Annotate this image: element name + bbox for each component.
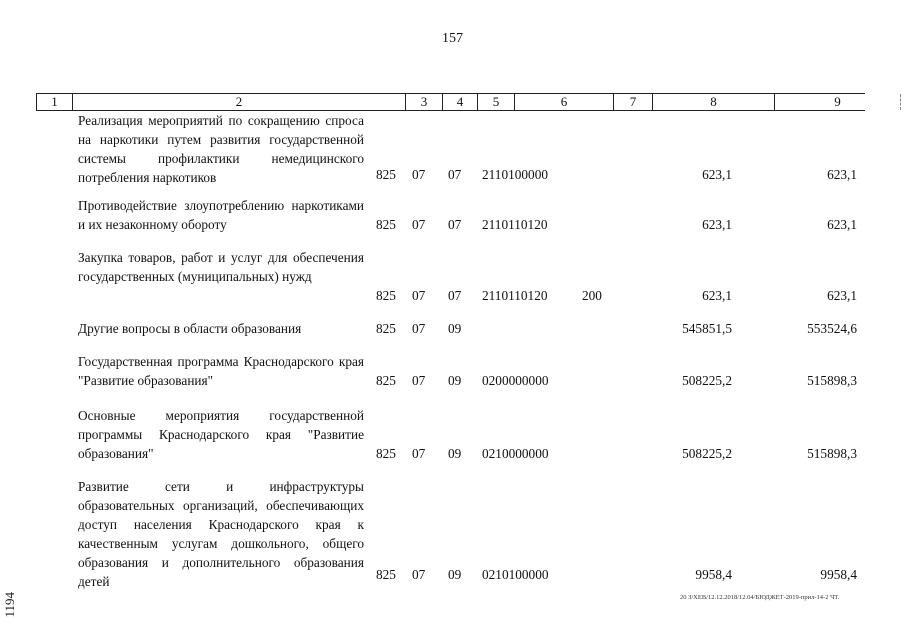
cell-amount-2020: 623,1 (702, 167, 732, 182)
cell-rz: 07 (412, 373, 426, 388)
row-description: Противодействие злоупотреблению наркотиками и их незаконному обороту (78, 198, 364, 232)
header-col-8: 8 (653, 94, 775, 110)
cell-rz: 07 (412, 446, 426, 461)
table-row (0, 406, 905, 463)
cell-rz: 07 (412, 167, 426, 182)
cell-amount-2021: 623,1 (827, 217, 857, 232)
document-code: 20 З/ХЕВ/12.12.2018/12.04/БЮДЖЕТ-2019-прил-14-2 ЧТ. (680, 594, 840, 601)
cell-amount-2020: 623,1 (702, 217, 732, 232)
page-number: 157 (442, 31, 463, 46)
cell-csr: 2110100000 (482, 167, 548, 182)
cell-amount-2021: 515898,3 (807, 446, 857, 461)
header-col-5: 5 (478, 94, 515, 110)
table-row (0, 352, 905, 390)
cell-csr: 2110110120 (482, 288, 548, 303)
row-description: Основные мероприятия государственной программы Краснодарского края "Развитие образования" (78, 408, 364, 461)
cell-ved: 825 (376, 567, 396, 582)
row-description: Реализация мероприятий по сокращению спроса на наркотики путем развития государственной системы профилактики немедицинского потребления наркотиков (78, 113, 364, 185)
cell-amount-2020: 623,1 (702, 288, 732, 303)
side-page-number: 1194 (2, 592, 17, 618)
cell-pr: 07 (448, 288, 462, 303)
cell-pr: 09 (448, 567, 462, 582)
cell-csr: 0210000000 (482, 446, 549, 461)
header-col-9: 9 (775, 94, 901, 110)
cell-ved: 825 (376, 373, 396, 388)
header-col-4: 4 (443, 94, 478, 110)
cell-pr: 09 (448, 446, 462, 461)
cell-ved: 825 (376, 217, 396, 232)
table-header-row (36, 93, 865, 111)
cell-pr: 09 (448, 373, 462, 388)
cell-ved: 825 (376, 288, 396, 303)
row-description: Государственная программа Краснодарского края "Развитие образования" (78, 354, 364, 388)
cell-amount-2021: 623,1 (827, 288, 857, 303)
cell-amount-2021: 515898,3 (807, 373, 857, 388)
table-row (0, 248, 905, 305)
cell-csr: 2110110120 (482, 217, 548, 232)
cell-rz: 07 (412, 288, 426, 303)
table-row (0, 477, 905, 589)
cell-csr: 0200000000 (482, 373, 549, 388)
table-row (0, 196, 905, 234)
header-col-1: 1 (37, 94, 73, 110)
row-description: Развитие сети и инфраструктуры образовательных организаций, обеспечивающих доступ населения Краснодарского края к качественным услугам дошкольного, общего образования и дополнительного образования детей (78, 479, 364, 589)
row-description: Закупка товаров, работ и услуг для обеспечения государственных (муниципальных) нужд (78, 250, 364, 284)
cell-ved: 825 (376, 446, 396, 461)
table-row (0, 319, 905, 338)
cell-amount-2020: 508225,2 (682, 446, 732, 461)
cell-amount-2020: 9958,4 (695, 567, 732, 582)
cell-ved: 825 (376, 321, 396, 336)
table-row (0, 111, 905, 184)
cell-vr: 200 (582, 288, 602, 303)
cell-csr: 0210100000 (482, 567, 549, 582)
cell-rz: 07 (412, 567, 426, 582)
cell-amount-2021: 623,1 (827, 167, 857, 182)
header-col-6: 6 (515, 94, 614, 110)
cell-amount-2021: 9958,4 (820, 567, 857, 582)
cell-pr: 07 (448, 217, 462, 232)
cell-pr: 09 (448, 321, 462, 336)
header-col-7: 7 (614, 94, 653, 110)
header-col-2: 2 (73, 94, 406, 110)
cell-amount-2021: 553524,6 (807, 321, 857, 336)
cell-amount-2020: 508225,2 (682, 373, 732, 388)
header-col-3: 3 (406, 94, 443, 110)
cell-rz: 07 (412, 321, 426, 336)
cell-ved: 825 (376, 167, 396, 182)
cell-rz: 07 (412, 217, 426, 232)
cell-pr: 07 (448, 167, 462, 182)
cell-amount-2020: 545851,5 (682, 321, 732, 336)
row-description: Другие вопросы в области образования (78, 321, 302, 336)
